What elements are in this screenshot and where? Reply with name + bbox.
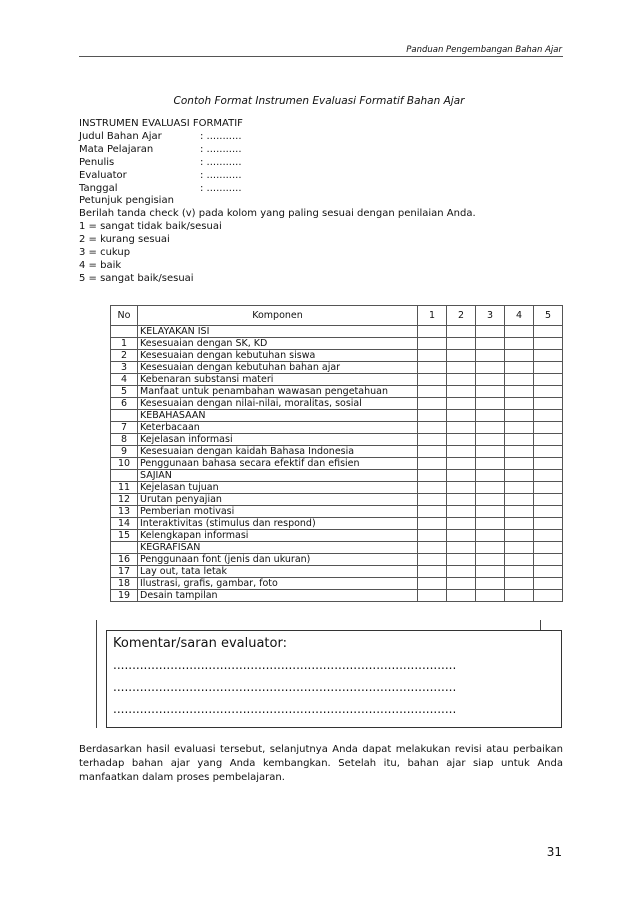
score-cell-5[interactable] bbox=[534, 362, 563, 374]
score-cell-5[interactable] bbox=[534, 434, 563, 446]
score-cell-3[interactable] bbox=[476, 482, 505, 494]
score-cell-4[interactable] bbox=[505, 554, 534, 566]
table-row bbox=[111, 350, 563, 362]
row-component: Penggunaan bahasa secara efektif dan efisien bbox=[138, 458, 418, 470]
row-number: 19 bbox=[111, 590, 138, 602]
score-cell-1[interactable] bbox=[418, 422, 447, 434]
form-field-value: : ........... bbox=[200, 131, 242, 142]
score-cell-1[interactable] bbox=[418, 410, 447, 422]
instruction-line: 1 = sangat tidak baik/sesuai bbox=[79, 221, 222, 232]
score-cell-2[interactable] bbox=[447, 494, 476, 506]
score-cell-3[interactable] bbox=[476, 374, 505, 386]
score-cell-4[interactable] bbox=[505, 410, 534, 422]
score-cell-1[interactable] bbox=[418, 506, 447, 518]
score-cell-4[interactable] bbox=[505, 530, 534, 542]
score-cell-1[interactable] bbox=[418, 482, 447, 494]
score-cell-5[interactable] bbox=[534, 578, 563, 590]
section-heading: KEBAHASAAN bbox=[138, 410, 418, 422]
table-row bbox=[111, 398, 563, 410]
score-cell-2[interactable] bbox=[447, 482, 476, 494]
score-cell-5[interactable] bbox=[534, 410, 563, 422]
table-row bbox=[111, 422, 563, 434]
table-section-row bbox=[111, 326, 563, 338]
row-number: 18 bbox=[111, 578, 138, 590]
comment-line: .......................................................................................... bbox=[113, 680, 457, 694]
score-cell-3[interactable] bbox=[476, 446, 505, 458]
score-cell-1[interactable] bbox=[418, 554, 447, 566]
score-cell-3[interactable] bbox=[476, 554, 505, 566]
score-cell-2[interactable] bbox=[447, 374, 476, 386]
score-cell-1[interactable] bbox=[418, 542, 447, 554]
table-row bbox=[111, 362, 563, 374]
row-number bbox=[111, 542, 138, 554]
score-cell-4[interactable] bbox=[505, 542, 534, 554]
row-number: 11 bbox=[111, 482, 138, 494]
form-field-value: : ........... bbox=[200, 144, 242, 155]
score-cell-5[interactable] bbox=[534, 530, 563, 542]
row-component: Interaktivitas (stimulus dan respond) bbox=[138, 518, 418, 530]
row-number bbox=[111, 470, 138, 482]
score-cell-1[interactable] bbox=[418, 338, 447, 350]
score-cell-3[interactable] bbox=[476, 590, 505, 602]
score-cell-1[interactable] bbox=[418, 518, 447, 530]
table-header-row bbox=[111, 306, 563, 326]
running-header: Panduan Pengembangan Bahan Ajar bbox=[406, 45, 562, 55]
row-component: Desain tampilan bbox=[138, 590, 418, 602]
document-title: Contoh Format Instrumen Evaluasi Formatif Bahan Ajar bbox=[173, 95, 465, 107]
score-cell-3[interactable] bbox=[476, 338, 505, 350]
row-number: 1 bbox=[111, 338, 138, 350]
evaluation-table bbox=[110, 305, 563, 602]
instruction-line: Berilah tanda check (v) pada kolom yang paling sesuai dengan penilaian Anda. bbox=[79, 208, 476, 219]
table-row bbox=[111, 590, 563, 602]
row-component: Kesesuaian dengan kaidah Bahasa Indonesia bbox=[138, 446, 418, 458]
score-cell-2[interactable] bbox=[447, 434, 476, 446]
score-cell-4[interactable] bbox=[505, 398, 534, 410]
score-cell-2[interactable] bbox=[447, 590, 476, 602]
table-section-row bbox=[111, 410, 563, 422]
score-cell-1[interactable] bbox=[418, 398, 447, 410]
score-cell-3[interactable] bbox=[476, 578, 505, 590]
score-cell-1[interactable] bbox=[418, 386, 447, 398]
score-cell-4[interactable] bbox=[505, 506, 534, 518]
score-cell-1[interactable] bbox=[418, 458, 447, 470]
score-cell-5[interactable] bbox=[534, 326, 563, 338]
form-field bbox=[79, 156, 243, 169]
score-cell-3[interactable] bbox=[476, 326, 505, 338]
form-field bbox=[79, 130, 243, 143]
score-cell-4[interactable] bbox=[505, 578, 534, 590]
form-block bbox=[79, 117, 243, 195]
header-no: No bbox=[111, 306, 138, 326]
score-cell-5[interactable] bbox=[534, 350, 563, 362]
score-cell-4[interactable] bbox=[505, 338, 534, 350]
score-cell-2[interactable] bbox=[447, 446, 476, 458]
row-number bbox=[111, 326, 138, 338]
score-cell-5[interactable] bbox=[534, 338, 563, 350]
score-cell-5[interactable] bbox=[534, 542, 563, 554]
score-cell-3[interactable] bbox=[476, 398, 505, 410]
score-cell-3[interactable] bbox=[476, 434, 505, 446]
score-cell-5[interactable] bbox=[534, 458, 563, 470]
score-cell-5[interactable] bbox=[534, 386, 563, 398]
row-component: Pemberian motivasi bbox=[138, 506, 418, 518]
score-cell-3[interactable] bbox=[476, 422, 505, 434]
score-cell-3[interactable] bbox=[476, 494, 505, 506]
table-row bbox=[111, 578, 563, 590]
row-component: Kebenaran substansi materi bbox=[138, 374, 418, 386]
table-row bbox=[111, 494, 563, 506]
score-cell-2[interactable] bbox=[447, 542, 476, 554]
section-heading: KEGRAFISAN bbox=[138, 542, 418, 554]
score-cell-5[interactable] bbox=[534, 566, 563, 578]
score-cell-2[interactable] bbox=[447, 506, 476, 518]
row-component: Kelengkapan informasi bbox=[138, 530, 418, 542]
row-number: 5 bbox=[111, 386, 138, 398]
row-number: 17 bbox=[111, 566, 138, 578]
score-cell-5[interactable] bbox=[534, 374, 563, 386]
score-cell-5[interactable] bbox=[534, 398, 563, 410]
form-field-label: Penulis bbox=[79, 157, 115, 168]
score-cell-2[interactable] bbox=[447, 386, 476, 398]
score-cell-3[interactable] bbox=[476, 410, 505, 422]
closing-paragraph: Berdasarkan hasil evaluasi tersebut, selanjutnya Anda dapat melakukan revisi atau perbaikan terhadap bahan ajar yang Anda kembangkan. Setelah itu, bahan ajar siap untuk Anda manfaatkan dalam proses pembelajaran. bbox=[79, 744, 563, 783]
score-cell-1[interactable] bbox=[418, 566, 447, 578]
form-field-label: Tanggal bbox=[79, 183, 118, 194]
instruction-line: 2 = kurang sesuai bbox=[79, 234, 170, 245]
row-component: Urutan penyajian bbox=[138, 494, 418, 506]
score-cell-4[interactable] bbox=[505, 350, 534, 362]
page-number: 31 bbox=[546, 845, 562, 859]
score-cell-1[interactable] bbox=[418, 590, 447, 602]
row-number: 14 bbox=[111, 518, 138, 530]
score-cell-3[interactable] bbox=[476, 506, 505, 518]
score-cell-2[interactable] bbox=[447, 410, 476, 422]
score-cell-4[interactable] bbox=[505, 362, 534, 374]
score-cell-3[interactable] bbox=[476, 458, 505, 470]
score-cell-3[interactable] bbox=[476, 566, 505, 578]
table-row bbox=[111, 482, 563, 494]
instruction-line: 5 = sangat baik/sesuai bbox=[79, 273, 194, 284]
form-field-label: Judul Bahan Ajar bbox=[79, 131, 162, 142]
row-component: Kesesuaian dengan kebutuhan bahan ajar bbox=[138, 362, 418, 374]
row-component: Ilustrasi, grafis, gambar, foto bbox=[138, 578, 418, 590]
form-field-value: : ........... bbox=[200, 170, 242, 181]
row-number: 6 bbox=[111, 398, 138, 410]
score-cell-4[interactable] bbox=[505, 434, 534, 446]
score-cell-3[interactable] bbox=[476, 542, 505, 554]
score-cell-3[interactable] bbox=[476, 530, 505, 542]
score-cell-1[interactable] bbox=[418, 446, 447, 458]
row-component: Kesesuaian dengan nilai-nilai, moralitas, sosial bbox=[138, 398, 418, 410]
form-field bbox=[79, 169, 243, 182]
row-number: 8 bbox=[111, 434, 138, 446]
score-cell-4[interactable] bbox=[505, 470, 534, 482]
score-cell-3[interactable] bbox=[476, 470, 505, 482]
form-field-label: Mata Pelajaran bbox=[79, 144, 154, 155]
instructions-block bbox=[79, 194, 476, 285]
form-field-label: Evaluator bbox=[79, 170, 127, 181]
score-cell-1[interactable] bbox=[418, 578, 447, 590]
score-cell-1[interactable] bbox=[418, 494, 447, 506]
header-score-4: 4 bbox=[505, 306, 534, 326]
header-komponen: Komponen bbox=[138, 306, 418, 326]
comment-title: Komentar/saran evaluator: bbox=[113, 636, 287, 651]
score-cell-4[interactable] bbox=[505, 386, 534, 398]
score-cell-2[interactable] bbox=[447, 518, 476, 530]
table-row bbox=[111, 386, 563, 398]
score-cell-5[interactable] bbox=[534, 554, 563, 566]
section-heading: KELAYAKAN ISI bbox=[138, 326, 418, 338]
header-score-2: 2 bbox=[447, 306, 476, 326]
row-number: 2 bbox=[111, 350, 138, 362]
score-cell-1[interactable] bbox=[418, 434, 447, 446]
table-row bbox=[111, 554, 563, 566]
score-cell-4[interactable] bbox=[505, 566, 534, 578]
form-heading: INSTRUMEN EVALUASI FORMATIF bbox=[79, 118, 243, 129]
score-cell-1[interactable] bbox=[418, 326, 447, 338]
row-number: 9 bbox=[111, 446, 138, 458]
table-row bbox=[111, 530, 563, 542]
row-number: 3 bbox=[111, 362, 138, 374]
score-cell-1[interactable] bbox=[418, 362, 447, 374]
comment-line: .......................................................................................... bbox=[113, 658, 457, 672]
row-number: 12 bbox=[111, 494, 138, 506]
row-component: Manfaat untuk penambahan wawasan pengetahuan bbox=[138, 386, 418, 398]
row-component: Kesesuaian dengan SK, KD bbox=[138, 338, 418, 350]
header-score-1: 1 bbox=[418, 306, 447, 326]
score-cell-4[interactable] bbox=[505, 446, 534, 458]
score-cell-2[interactable] bbox=[447, 578, 476, 590]
score-cell-2[interactable] bbox=[447, 566, 476, 578]
score-cell-2[interactable] bbox=[447, 554, 476, 566]
instruction-line: 3 = cukup bbox=[79, 247, 131, 258]
row-number: 4 bbox=[111, 374, 138, 386]
form-field-value: : ........... bbox=[200, 183, 242, 194]
score-cell-3[interactable] bbox=[476, 350, 505, 362]
score-cell-1[interactable] bbox=[418, 530, 447, 542]
score-cell-3[interactable] bbox=[476, 386, 505, 398]
score-cell-4[interactable] bbox=[505, 422, 534, 434]
score-cell-2[interactable] bbox=[447, 458, 476, 470]
row-component: Kesesuaian dengan kebutuhan siswa bbox=[138, 350, 418, 362]
score-cell-1[interactable] bbox=[418, 470, 447, 482]
score-cell-4[interactable] bbox=[505, 326, 534, 338]
score-cell-1[interactable] bbox=[418, 350, 447, 362]
instruction-line: 4 = baik bbox=[79, 260, 122, 271]
score-cell-3[interactable] bbox=[476, 362, 505, 374]
score-cell-5[interactable] bbox=[534, 422, 563, 434]
score-cell-5[interactable] bbox=[534, 446, 563, 458]
score-cell-2[interactable] bbox=[447, 398, 476, 410]
score-cell-5[interactable] bbox=[534, 518, 563, 530]
table-row bbox=[111, 518, 563, 530]
score-cell-4[interactable] bbox=[505, 518, 534, 530]
table-section-row bbox=[111, 470, 563, 482]
table-row bbox=[111, 374, 563, 386]
instructions-heading: Petunjuk pengisian bbox=[79, 195, 174, 206]
table-row bbox=[111, 506, 563, 518]
score-cell-5[interactable] bbox=[534, 494, 563, 506]
comment-line: .......................................................................................... bbox=[113, 702, 457, 716]
score-cell-2[interactable] bbox=[447, 326, 476, 338]
score-cell-4[interactable] bbox=[505, 494, 534, 506]
row-number: 7 bbox=[111, 422, 138, 434]
row-number: 16 bbox=[111, 554, 138, 566]
header-score-3: 3 bbox=[476, 306, 505, 326]
score-cell-2[interactable] bbox=[447, 338, 476, 350]
score-cell-5[interactable] bbox=[534, 506, 563, 518]
header-score-5: 5 bbox=[534, 306, 563, 326]
row-number: 10 bbox=[111, 458, 138, 470]
row-component: Keterbacaan bbox=[138, 422, 418, 434]
table-row bbox=[111, 338, 563, 350]
score-cell-5[interactable] bbox=[534, 470, 563, 482]
score-cell-2[interactable] bbox=[447, 470, 476, 482]
comment-box-frame-edge bbox=[540, 620, 541, 630]
row-number: 13 bbox=[111, 506, 138, 518]
table-row bbox=[111, 434, 563, 446]
score-cell-4[interactable] bbox=[505, 458, 534, 470]
score-cell-5[interactable] bbox=[534, 482, 563, 494]
section-heading: SAJIAN bbox=[138, 470, 418, 482]
table-row bbox=[111, 458, 563, 470]
table-row bbox=[111, 566, 563, 578]
score-cell-1[interactable] bbox=[418, 374, 447, 386]
score-cell-4[interactable] bbox=[505, 374, 534, 386]
score-cell-2[interactable] bbox=[447, 362, 476, 374]
row-component: Penggunaan font (jenis dan ukuran) bbox=[138, 554, 418, 566]
row-component: Kejelasan informasi bbox=[138, 434, 418, 446]
form-field bbox=[79, 143, 243, 156]
table-section-row bbox=[111, 542, 563, 554]
row-component: Lay out, tata letak bbox=[138, 566, 418, 578]
header-rule bbox=[79, 56, 563, 57]
table-row bbox=[111, 446, 563, 458]
score-cell-4[interactable] bbox=[505, 590, 534, 602]
score-cell-4[interactable] bbox=[505, 482, 534, 494]
score-cell-3[interactable] bbox=[476, 518, 505, 530]
row-number bbox=[111, 410, 138, 422]
score-cell-2[interactable] bbox=[447, 530, 476, 542]
row-component: Kejelasan tujuan bbox=[138, 482, 418, 494]
form-field-value: : ........... bbox=[200, 157, 242, 168]
row-number: 15 bbox=[111, 530, 138, 542]
score-cell-2[interactable] bbox=[447, 350, 476, 362]
score-cell-5[interactable] bbox=[534, 590, 563, 602]
score-cell-2[interactable] bbox=[447, 422, 476, 434]
